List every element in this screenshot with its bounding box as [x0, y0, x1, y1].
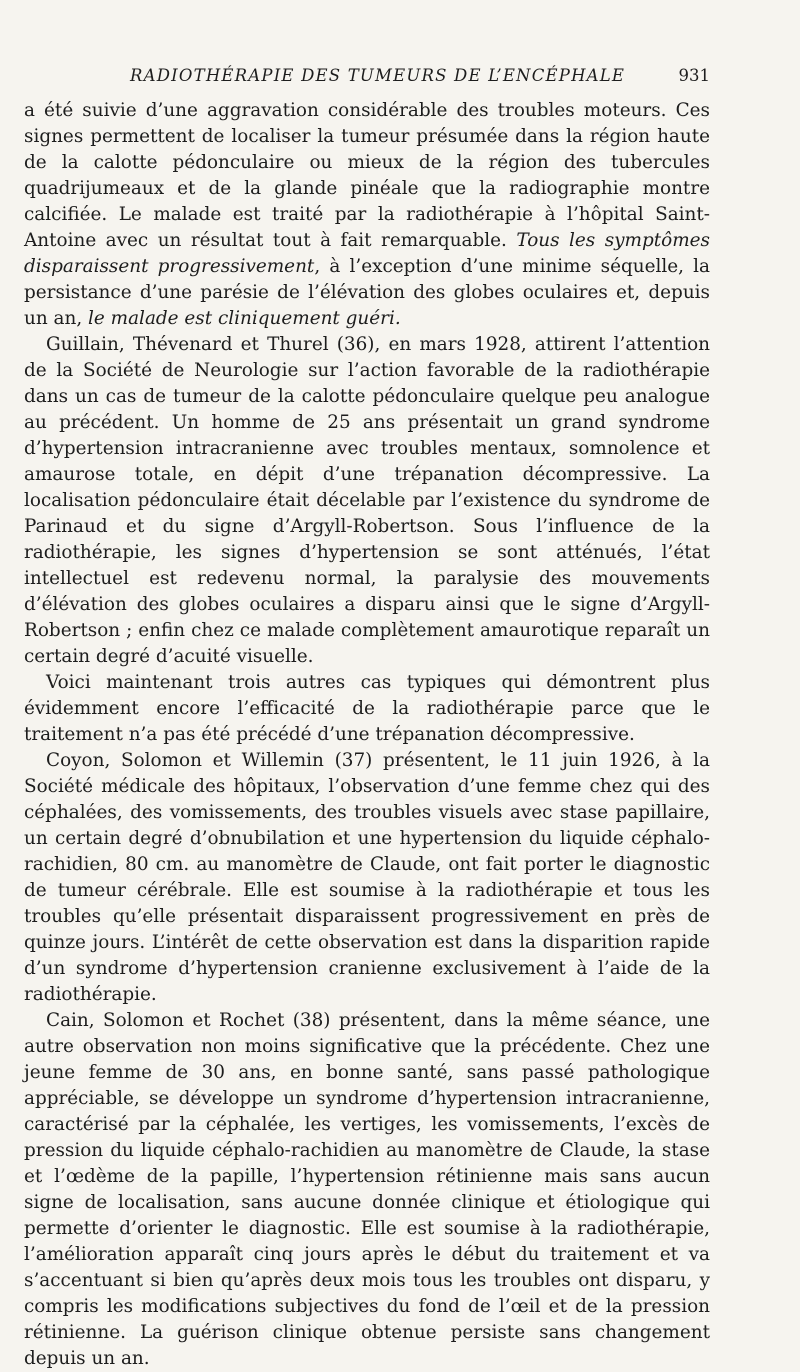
- paragraph-text: a été suivie d’une aggravation considérable des troubles moteurs. Ces signes permettent de localiser la tumeur présumée dans la région haute de la calotte pédonculaire ou mieux de la région des tubercules quadrijumeaux et de la glande pinéale que la radiographie montre calcifiée. Le malade est traité par la radiothérapie à l’hôpital Saint-Antoine avec un résultat tout à fait remarquable.: [24, 100, 710, 251]
- paragraph-cain: Cain, Solomon et Rochet (38) présentent, dans la même séance, une autre observation non moins significative que la précédente. Chez une jeune femme de 30 ans, en bonne santé, sans passé pathologique appréciable, se développe un syndrome d’hypertension intracranienne, caractérisé par la céphalée, les vertiges, les vomissements, l’excès de pression du liquide céphalo-rachidien au manomètre de Claude, la stase et l’œdème de la papille, l’hypertension rétinienne mais sans aucun signe de localisation, sans aucune donnée clinique et étiologique qui permette d’orienter le diagnostic. Elle est soumise à la radiothérapie, l’amélioration apparaît cinq jours après le début du traitement et va s’accentuant si bien qu’après deux mois tous les troubles ont disparu, y compris les modifications subjectives du fond de l’œil et de la pression rétinienne. La guérison clinique obtenue persiste sans changement depuis un an.: [24, 1010, 710, 1369]
- italic-emphasis: le malade est cliniquement guéri.: [88, 308, 401, 329]
- running-title: RADIOTHÉRAPIE DES TUMEURS DE L’ENCÉPHALE: [130, 66, 626, 85]
- paragraph-guillain: Guillain, Thévenard et Thurel (36), en mars 1928, attirent l’attention de la Société de Neurologie sur l’action favorable de la radiothérapie dans un cas de tumeur de la calotte pédonculaire quelque peu analogue au précédent. Un homme de 25 ans présentait un grand syndrome d’hypertension intracranienne avec troubles mentaux, somnolence et amaurose totale, en dépit d’une trépanation décompressive. La localisation pédonculaire était décelable par l’existence du syndrome de Parinaud et du signe d’Argyll-Robertson. Sous l’influence de la radiothérapie, les signes d’hypertension se sont atténués, l’état intellectuel est redevenu normal, la paralysie des mouvements d’élévation des globes oculaires a disparu ainsi que le signe d’Argyll-Robertson ; enfin chez ce malade complètement amaurotique reparaît un certain degré d’acuité visuelle.: [24, 334, 710, 667]
- paragraph-coyon: Coyon, Solomon et Willemin (37) présentent, le 11 juin 1926, à la Société médicale des hôpitaux, l’observation d’une femme chez qui des céphalées, des vomissements, des troubles visuels avec stase papillaire, un certain degré d’obnubilation et une hypertension du liquide céphalo-rachidien, 80 cm. au manomètre de Claude, ont fait porter le diagnostic de tumeur cérébrale. Elle est soumise à la radiothérapie et tous les troubles qu’elle présentait disparaissent progressivement en près de quinze jours. L’intérêt de cette observation est dans la disparition rapide d’un syndrome d’hypertension cranienne exclusivement à l’aide de la radiothérapie.: [24, 750, 710, 1005]
- page-body: [24, 98, 710, 1372]
- paragraph-intro-cases: Voici maintenant trois autres cas typiques qui démontrent plus évidemment encore l’efficacité de la radiothérapie parce que le traitement n’a pas été précédé d’une trépanation décompressive.: [24, 672, 710, 745]
- running-header: [90, 66, 710, 90]
- paragraph-text: , à l’exception d’une minime séquelle, la persistance d’une parésie de l’élévation des globes oculaires et, depuis un an,: [24, 256, 711, 329]
- italic-emphasis: Tous les symptômes disparaissent progressivement: [24, 230, 710, 277]
- paragraph-continuation: [24, 98, 710, 332]
- page-number: 931: [678, 66, 710, 85]
